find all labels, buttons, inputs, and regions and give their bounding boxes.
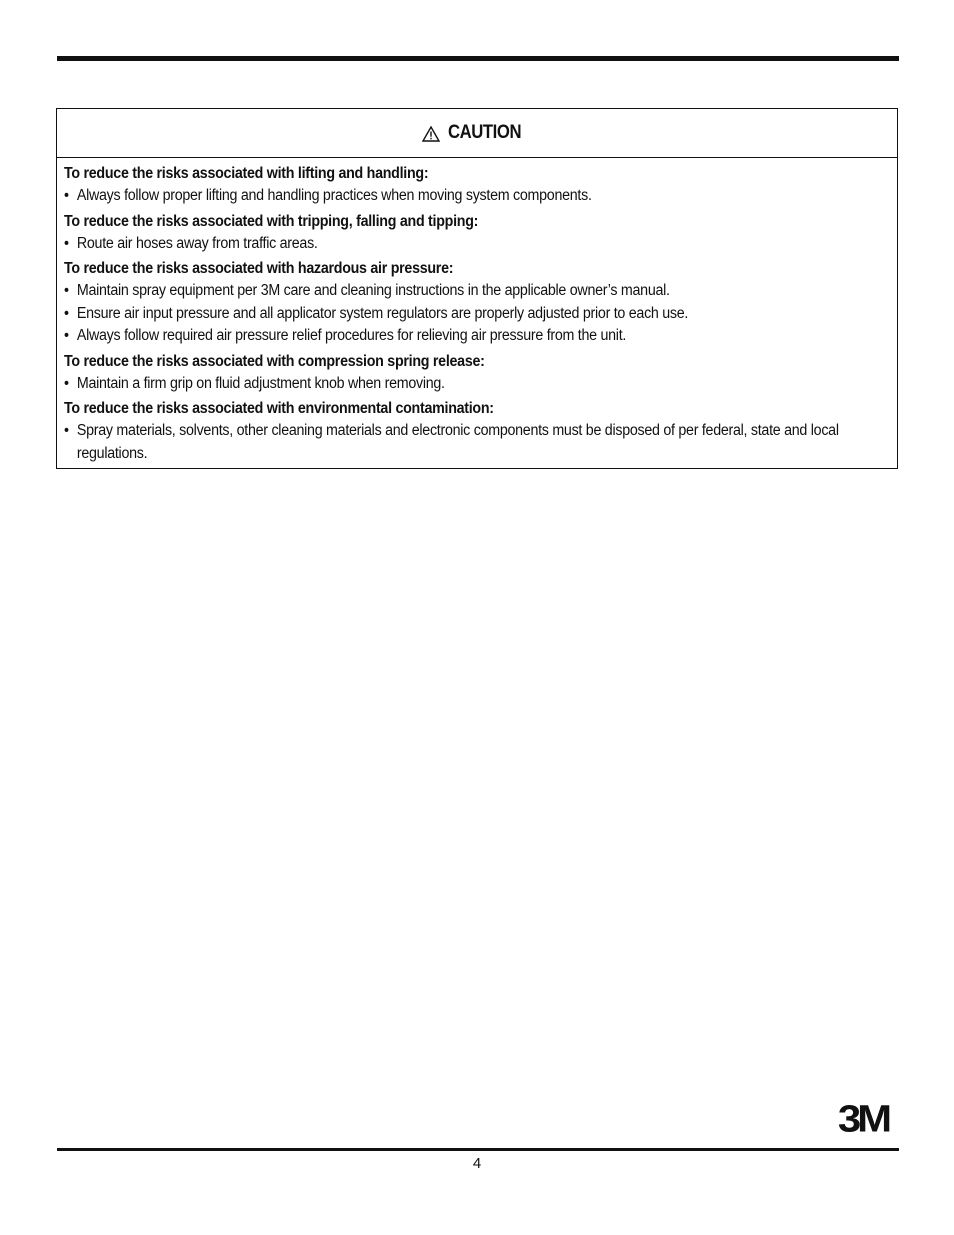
bullet-list — [64, 280, 890, 348]
bullet-dot: • — [64, 187, 69, 204]
bullet-text: Always follow proper lifting and handling practices when moving system components. — [76, 187, 592, 204]
section-heading: To reduce the risks associated with environmental contamination: — [64, 400, 494, 417]
section-heading: To reduce the risks associated with compression spring release: — [64, 352, 485, 370]
bullet-list — [64, 420, 890, 465]
bullet-list — [64, 373, 890, 396]
bullet-item — [64, 303, 900, 326]
top-rule — [57, 56, 899, 61]
bullet-text: Spray materials, solvents, other cleaning materials and electronic components must be disposed of per federal, state and local regulations. — [76, 422, 839, 462]
section-lifting-handling — [64, 163, 890, 208]
section-tripping-falling — [64, 211, 890, 256]
bullet-item — [64, 185, 900, 208]
bullet-list — [64, 185, 890, 208]
bullet-list — [64, 233, 890, 256]
bullet-text: Always follow required air pressure relief procedures for relieving air pressure from the unit. — [76, 327, 627, 344]
bottom-rule — [57, 1148, 899, 1151]
caution-box — [56, 108, 898, 469]
bullet-dot: • — [64, 282, 69, 299]
bullet-dot: • — [64, 234, 69, 252]
section-compression-spring — [64, 351, 890, 396]
warning-triangle-icon — [422, 126, 440, 142]
bullet-item — [64, 373, 900, 396]
section-hazardous-air-pressure — [64, 258, 890, 348]
bullet-item — [64, 233, 900, 256]
bullet-text: Route air hoses away from traffic areas. — [76, 234, 318, 252]
section-environmental-contamination — [64, 398, 890, 465]
section-heading: To reduce the risks associated with lifting and handling: — [64, 165, 429, 182]
caution-header — [57, 109, 897, 158]
bullet-dot: • — [64, 327, 69, 344]
3m-logo-text: 3M — [837, 1099, 889, 1135]
caution-body — [57, 158, 897, 465]
bullet-dot: • — [64, 374, 69, 392]
section-heading: To reduce the risks associated with hazardous air pressure: — [64, 260, 454, 277]
bullet-item — [64, 420, 900, 465]
bullet-text: Ensure air input pressure and all applicator system regulators are properly adjusted prior to each use. — [76, 304, 689, 322]
bullet-item — [64, 325, 900, 348]
page-number: 4 — [472, 1155, 482, 1172]
bullet-text: Maintain spray equipment per 3M care and cleaning instructions in the applicable owner’s manual. — [76, 282, 670, 299]
bullet-dot: • — [64, 304, 69, 322]
section-heading: To reduce the risks associated with tripping, falling and tipping: — [64, 212, 479, 230]
bullet-text: Maintain a firm grip on fluid adjustment knob when removing. — [76, 374, 445, 392]
caution-title: CAUTION — [448, 122, 522, 143]
3m-logo — [828, 1099, 898, 1135]
bullet-dot: • — [64, 422, 69, 439]
bullet-item — [64, 280, 900, 303]
